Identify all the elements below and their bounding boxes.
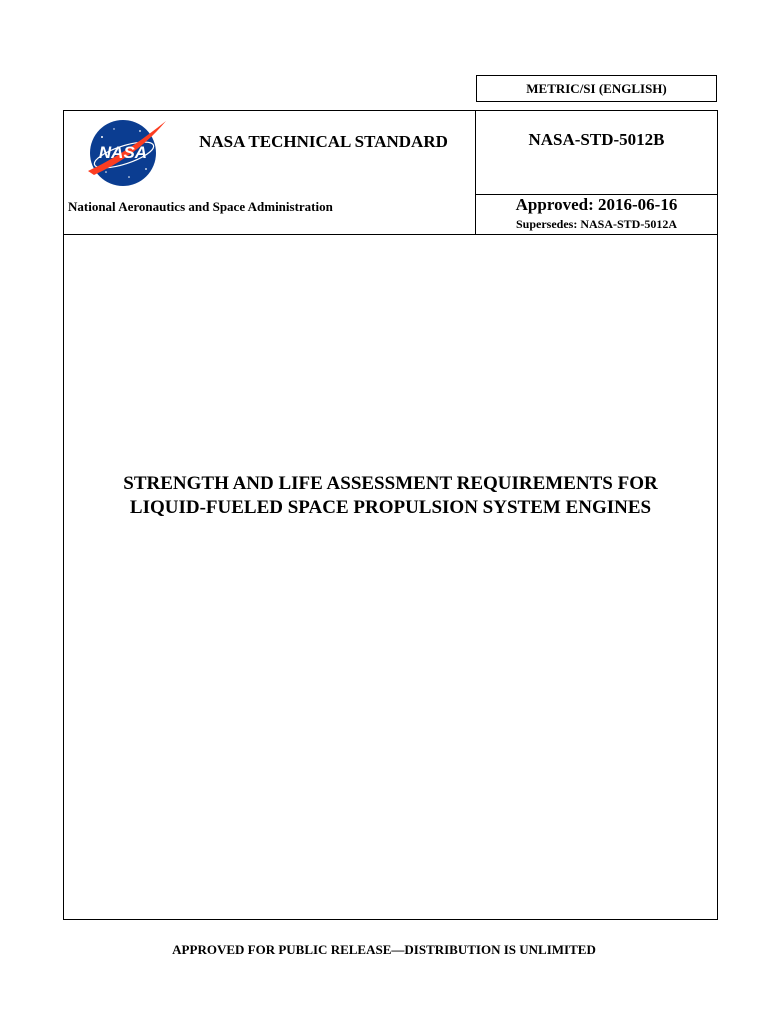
header-vertical-divider bbox=[475, 110, 476, 234]
supersedes-note: Supersedes: NASA-STD-5012A bbox=[515, 217, 677, 231]
metric-label: METRIC/SI (ENGLISH) bbox=[476, 75, 717, 102]
logo-wordmark: NASA bbox=[98, 143, 148, 162]
title-line-2: LIQUID-FUELED SPACE PROPULSION SYSTEM ENGINES bbox=[129, 497, 652, 518]
approval-date: Approved: 2016-06-16 bbox=[515, 195, 678, 214]
standard-type: NASA TECHNICAL STANDARD bbox=[199, 132, 448, 151]
release-statement: APPROVED FOR PUBLIC RELEASE—DISTRIBUTION IS UNLIMITED bbox=[172, 942, 596, 957]
header-bottom-divider bbox=[63, 234, 718, 235]
title-line-1: STRENGTH AND LIFE ASSESSMENT REQUIREMENTS FOR bbox=[123, 473, 658, 494]
agency-name: National Aeronautics and Space Administration bbox=[68, 199, 333, 214]
nasa-logo-icon bbox=[84, 117, 168, 189]
standard-number: NASA-STD-5012B bbox=[528, 130, 665, 149]
document-title bbox=[63, 472, 718, 520]
